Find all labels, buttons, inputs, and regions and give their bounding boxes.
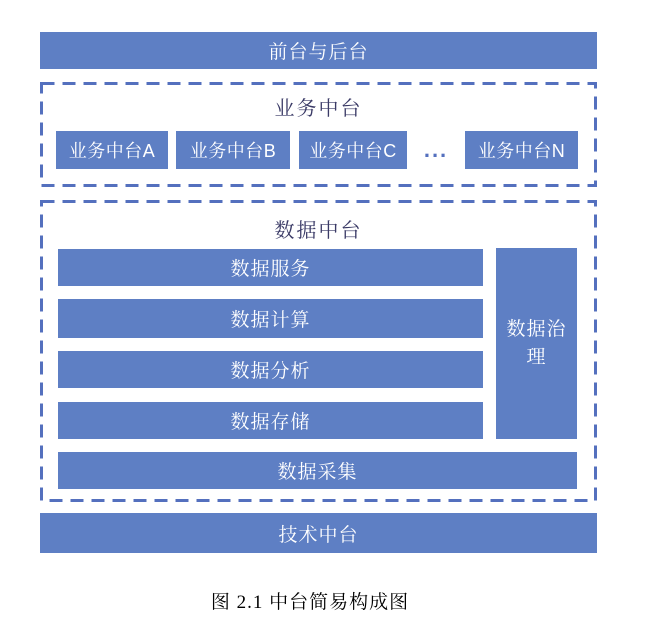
data-computing-box (58, 299, 483, 338)
data-services-box (58, 249, 483, 286)
data-collection-box (58, 452, 577, 489)
frontend-backend-label: 前台与后台 (268, 42, 369, 63)
business-platform-a-label: 业务中台A (68, 141, 156, 161)
technology-platform-label: 技术中台 (278, 524, 359, 546)
figure-caption: 图 2.1 中台简易构成图 (210, 592, 410, 613)
data-governance-label: 数据治理 (506, 318, 567, 368)
business-platform-b-box (176, 131, 290, 169)
data-services-label: 数据服务 (230, 259, 311, 280)
business-platform-c-label: 业务中台C (309, 141, 397, 161)
data-analysis-box (58, 351, 483, 388)
technology-platform-bar (40, 513, 597, 553)
data-governance-box (496, 248, 577, 439)
frontend-backend-bar (40, 32, 597, 69)
data-analysis-label: 数据分析 (230, 361, 311, 382)
data-storage-box (58, 402, 483, 439)
data-collection-label: 数据采集 (277, 462, 358, 483)
business-platform-a-box (56, 131, 168, 169)
business-platform-n-label: 业务中台N (477, 141, 566, 161)
business-platform-title: 业务中台 (274, 98, 363, 120)
data-platform-title: 数据中台 (274, 220, 363, 242)
business-platform-ellipsis: ... (423, 137, 449, 162)
data-computing-label: 数据计算 (230, 310, 311, 331)
data-storage-label: 数据存储 (230, 412, 311, 433)
business-platform-b-label: 业务中台B (189, 141, 277, 161)
business-platform-c-box (299, 131, 407, 169)
business-platform-n-box (465, 131, 578, 169)
